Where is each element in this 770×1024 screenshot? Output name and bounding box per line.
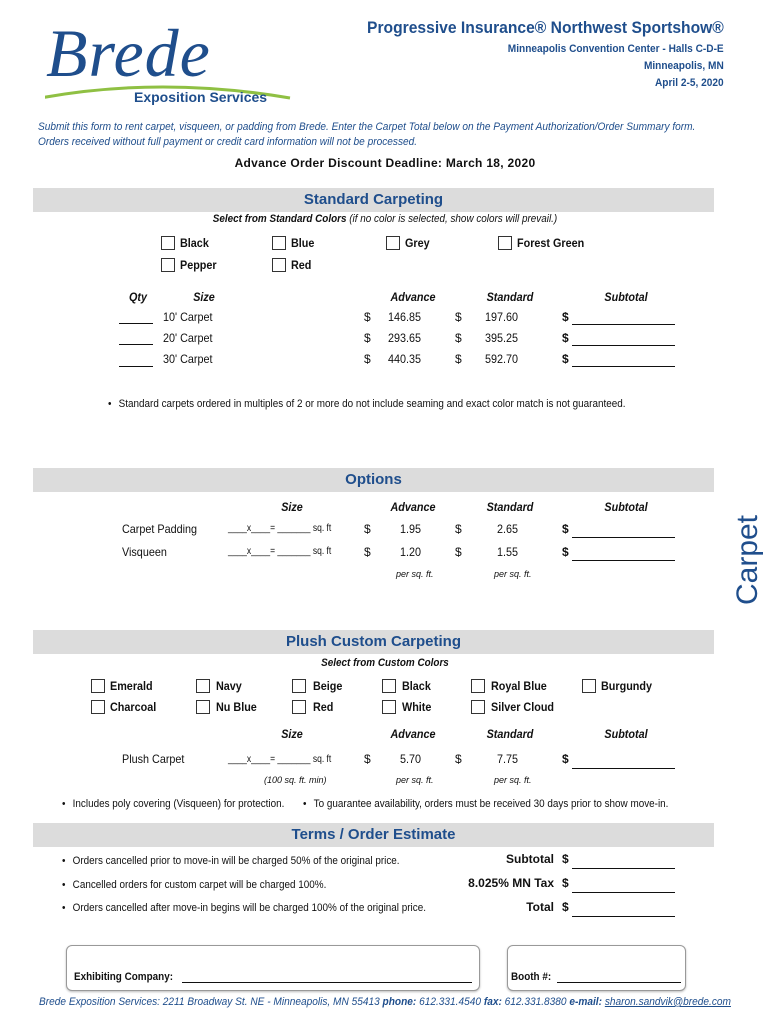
color-checkbox-pepper[interactable]	[161, 258, 175, 272]
tax-field[interactable]	[572, 892, 675, 893]
col-header-advance: Advance	[390, 500, 436, 514]
exhibiting-company-box	[66, 945, 480, 991]
color-label: Charcoal	[110, 700, 157, 714]
standard-note: • Standard carpets ordered in multiples of 2 or more do not include seaming and exact color match is not guaranteed.	[108, 398, 626, 410]
color-label: Black	[402, 679, 431, 693]
per-unit-note: per sq. ft.	[396, 775, 434, 785]
footer-fax-label: fax:	[483, 996, 502, 1008]
advance-price: 5.70	[399, 752, 421, 766]
color-label: Grey	[405, 236, 430, 250]
company-field[interactable]	[182, 982, 472, 983]
standard-carpeting-header: Standard Carpeting	[33, 188, 714, 212]
color-label: Emerald	[110, 679, 153, 693]
booth-label: Booth #:	[511, 971, 552, 983]
event-city: Minneapolis, MN	[644, 60, 724, 72]
standard-select-text	[39, 213, 732, 225]
currency-symbol: $	[455, 545, 462, 559]
subtotal-label: Subtotal	[506, 852, 554, 866]
currency-symbol: $	[562, 310, 569, 324]
currency-symbol: $	[455, 331, 462, 345]
col-header-advance: Advance	[390, 727, 436, 741]
currency-symbol: $	[562, 331, 569, 345]
color-label: Navy	[216, 679, 242, 693]
plush-select-text: Select from Custom Colors	[321, 657, 449, 669]
option-item: Visqueen	[122, 545, 167, 559]
currency-symbol: $	[562, 545, 569, 559]
per-unit-note: per sq. ft.	[494, 569, 532, 579]
event-dates: April 2-5, 2020	[655, 77, 724, 89]
subtotal-field-10[interactable]	[572, 324, 675, 325]
terms-bullet: • Cancelled orders for custom carpet will be charged 100%.	[62, 879, 326, 891]
currency-symbol: $	[562, 352, 569, 366]
col-header-subtotal: Subtotal	[604, 500, 648, 514]
brede-logo-text: Brede	[46, 15, 211, 91]
plush-checkbox-white[interactable]	[382, 700, 396, 714]
subtotal-field-padding[interactable]	[572, 537, 675, 538]
plush-checkbox-silver-cloud[interactable]	[471, 700, 485, 714]
per-unit-note: per sq. ft.	[494, 775, 532, 785]
advance-price: 146.85	[387, 310, 421, 324]
terms-bullet: • Orders cancelled prior to move-in will be charged 50% of the original price.	[62, 855, 400, 867]
plush-header: Plush Custom Carpeting	[33, 630, 714, 654]
row-size: 10' Carpet	[163, 310, 213, 324]
tax-label: 8.025% MN Tax	[468, 876, 554, 890]
plush-checkbox-burgundy[interactable]	[582, 679, 596, 693]
plush-checkbox-beige[interactable]	[292, 679, 306, 693]
currency-symbol: $	[364, 310, 371, 324]
plush-checkbox-royal-blue[interactable]	[471, 679, 485, 693]
currency-symbol: $	[455, 752, 462, 766]
standard-price: 1.55	[496, 545, 518, 559]
color-label: Beige	[313, 679, 343, 693]
currency-symbol: $	[455, 310, 462, 324]
standard-price: 395.25	[484, 331, 518, 345]
plush-checkbox-nu-blue[interactable]	[196, 700, 210, 714]
standard-price: 7.75	[496, 752, 518, 766]
subtotal-field-visqueen[interactable]	[572, 560, 675, 561]
color-label: Red	[313, 700, 334, 714]
currency-symbol: $	[562, 852, 569, 866]
min-note: (100 sq. ft. min)	[264, 775, 327, 785]
plush-note-1: • Includes poly covering (Visqueen) for protection.	[62, 798, 284, 810]
subtotal-field-20[interactable]	[572, 345, 675, 346]
intro-line-1: Submit this form to rent carpet, visqueen, or padding from Brede. Enter the Carpet Total below on the Payment Authorization/Order Summary form.	[38, 121, 696, 133]
color-checkbox-black[interactable]	[161, 236, 175, 250]
color-checkbox-forest-green[interactable]	[498, 236, 512, 250]
plush-item: Plush Carpet	[122, 752, 185, 766]
currency-symbol: $	[364, 352, 371, 366]
size-field-padding[interactable]: ____x____= _______ sq. ft	[228, 523, 332, 534]
size-field-visqueen[interactable]: ____x____= _______ sq. ft	[228, 546, 332, 557]
color-label: Pepper	[180, 258, 217, 272]
booth-box	[507, 945, 686, 991]
intro-text	[38, 120, 696, 150]
color-checkbox-red[interactable]	[272, 258, 286, 272]
currency-symbol: $	[364, 545, 371, 559]
logo-subtitle: Exposition Services	[134, 89, 268, 105]
col-header-advance: Advance	[390, 290, 436, 304]
advance-price: 1.20	[399, 545, 421, 559]
color-label: Black	[180, 236, 209, 250]
standard-price: 592.70	[484, 352, 518, 366]
subtotal-total-field[interactable]	[572, 868, 675, 869]
qty-field-20[interactable]	[119, 344, 153, 345]
color-label: Burgundy	[601, 679, 653, 693]
event-venue: Minneapolis Convention Center - Halls C-D-E	[508, 43, 724, 55]
company-label: Exhibiting Company:	[74, 971, 173, 983]
plush-checkbox-emerald[interactable]	[91, 679, 105, 693]
currency-symbol: $	[562, 900, 569, 914]
per-unit-note: per sq. ft.	[396, 569, 434, 579]
standard-price: 197.60	[484, 310, 518, 324]
standard-select-note: (if no color is selected, show colors will prevail.)	[346, 213, 558, 225]
currency-symbol: $	[562, 876, 569, 890]
total-label: Total	[526, 900, 554, 914]
col-header-qty: Qty	[129, 290, 148, 304]
intro-line-2: Orders received without full payment or credit card information will not be processed.	[38, 136, 418, 148]
options-header: Options	[33, 468, 714, 492]
col-header-subtotal: Subtotal	[604, 290, 648, 304]
qty-field-30[interactable]	[119, 366, 153, 367]
qty-field-10[interactable]	[119, 323, 153, 324]
plush-note-2: • To guarantee availability, orders must be received 30 days prior to show move-in.	[303, 798, 668, 810]
standard-select-bold: Select from Standard Colors	[212, 213, 347, 225]
col-header-size: Size	[281, 500, 303, 514]
side-label	[718, 510, 770, 610]
plush-checkbox-red[interactable]	[292, 700, 306, 714]
color-checkbox-blue[interactable]	[272, 236, 286, 250]
subtotal-field-30[interactable]	[572, 366, 675, 367]
footer-fax: 612.331.8380	[504, 996, 567, 1008]
terms-bullet: • Orders cancelled after move-in begins will be charged 100% of the original price.	[62, 902, 426, 914]
color-label: Royal Blue	[491, 679, 547, 693]
col-header-size: Size	[281, 727, 303, 741]
color-label: Red	[291, 258, 312, 272]
currency-symbol: $	[455, 522, 462, 536]
plush-checkbox-charcoal[interactable]	[91, 700, 105, 714]
color-label: Silver Cloud	[491, 700, 555, 714]
subtotal-field-plush[interactable]	[572, 768, 675, 769]
footer-email-link[interactable]: sharon.sandvik@brede.com	[604, 996, 731, 1008]
color-label: Blue	[291, 236, 315, 250]
advance-price: 1.95	[399, 522, 421, 536]
currency-symbol: $	[364, 752, 371, 766]
row-size: 30' Carpet	[163, 352, 213, 366]
advance-price: 440.35	[387, 352, 421, 366]
footer-address: Brede Exposition Services: 2211 Broadway St. NE - Minneapolis, MN 55413	[39, 996, 380, 1008]
footer-phone: 612.331.4540	[419, 996, 482, 1008]
currency-symbol: $	[562, 752, 569, 766]
side-label-text: Carpet	[731, 514, 764, 606]
footer-email-label: e-mail:	[569, 996, 603, 1008]
color-label: Forest Green	[517, 236, 585, 250]
row-size: 20' Carpet	[163, 331, 213, 345]
deadline-text: Advance Order Discount Deadline: March 18, 2020	[234, 156, 536, 170]
booth-field[interactable]	[557, 982, 681, 983]
option-item: Carpet Padding	[122, 522, 198, 536]
color-checkbox-grey[interactable]	[386, 236, 400, 250]
plush-checkbox-black[interactable]	[382, 679, 396, 693]
currency-symbol: $	[364, 522, 371, 536]
standard-price: 2.65	[496, 522, 518, 536]
event-title: Progressive Insurance® Northwest Sportshow®	[367, 18, 724, 37]
terms-header: Terms / Order Estimate	[33, 823, 714, 847]
currency-symbol: $	[562, 522, 569, 536]
col-header-subtotal: Subtotal	[604, 727, 648, 741]
col-header-standard: Standard	[486, 727, 534, 741]
total-field[interactable]	[572, 916, 675, 917]
currency-symbol: $	[455, 352, 462, 366]
color-label: White	[402, 700, 432, 714]
size-field-plush[interactable]: ____x____= _______ sq. ft	[228, 754, 332, 765]
col-header-standard: Standard	[486, 500, 534, 514]
col-header-size: Size	[193, 290, 215, 304]
footer	[31, 996, 739, 1008]
footer-phone-label: phone:	[382, 996, 417, 1008]
currency-symbol: $	[364, 331, 371, 345]
plush-checkbox-navy[interactable]	[196, 679, 210, 693]
advance-price: 293.65	[387, 331, 421, 345]
col-header-standard: Standard	[486, 290, 534, 304]
color-label: Nu Blue	[216, 700, 257, 714]
